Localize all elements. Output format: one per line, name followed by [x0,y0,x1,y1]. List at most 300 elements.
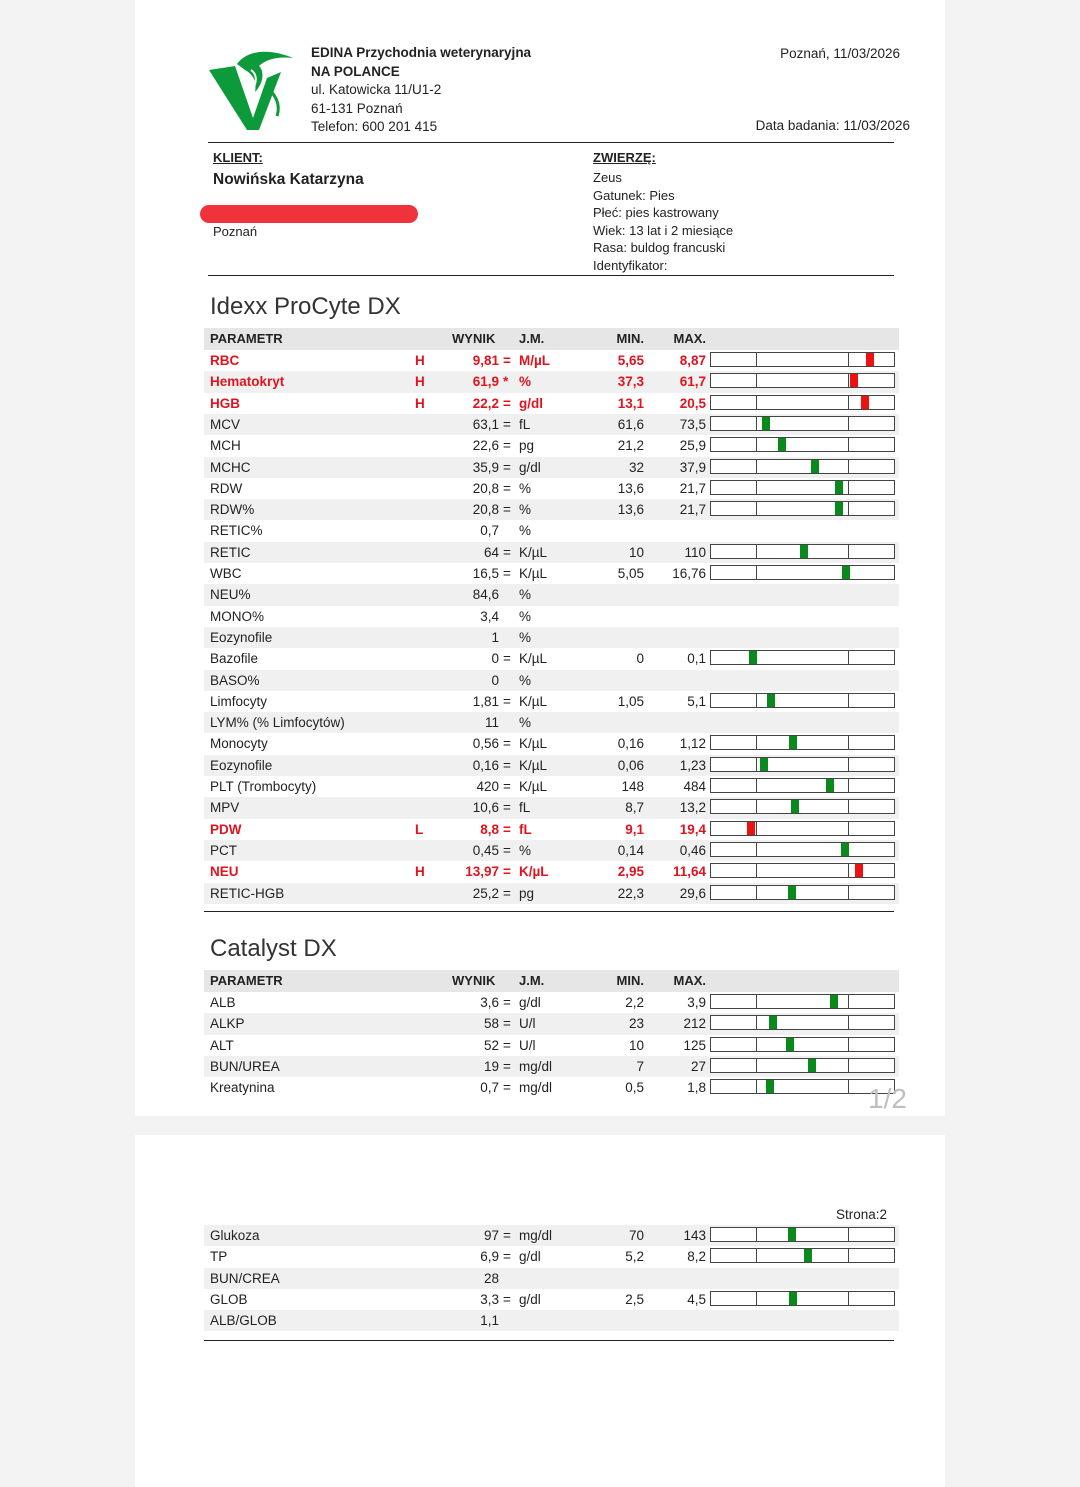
page-number: 1/2 [868,1083,907,1114]
range-max-line [848,396,849,409]
table-row [204,371,899,392]
range-min-line [756,502,757,515]
range-marker [789,1292,797,1305]
unit-cell: K/µL [519,736,548,752]
param-name: ALB [210,995,236,1010]
unit-cell: K/µL [519,779,548,794]
unit-cell: g/dl [519,1249,541,1265]
table-header-procyte [204,328,899,350]
redaction-mark [200,205,418,223]
range-max-line [848,864,849,877]
unit-cell: % [519,480,532,496]
result-value: 3,4 [480,608,499,624]
clinic-phone: Telefon: 600 201 415 [311,119,438,135]
result-value: 0,45 [472,842,499,858]
range-max-line [848,1038,849,1051]
result-value: 16,5 [472,566,499,581]
range-min-line [756,438,757,451]
col-max: MAX. [673,331,706,346]
flag-cell: H [415,374,425,390]
range-min-line [756,460,757,473]
result-value: 1,1 [480,1313,499,1329]
param-name: PDW [210,821,242,837]
range-max-line [848,545,849,558]
range-min-line [756,886,757,899]
result-value: 22,6 [472,438,499,454]
range-bar [710,544,895,559]
range-max-line [848,758,849,771]
result-value: 420 [476,779,499,794]
client-city: Poznań [213,224,258,239]
param-name: Eozynofile [210,757,273,773]
range-marker [850,374,858,387]
max-cell: 61,7 [679,374,706,390]
range-bar [710,373,895,388]
result-marker: = [503,438,511,454]
unit-cell: mg/dl [519,1058,553,1074]
result-marker: = [503,1249,511,1265]
result-marker: = [503,1037,511,1053]
range-min-line [756,822,757,835]
animal-id: Identyfikator: [593,257,668,273]
min-cell: 7 [636,1058,644,1074]
range-min-line [756,1059,757,1072]
param-name: Limfocyty [210,693,268,709]
table-row [204,1013,899,1034]
range-bar [710,1227,895,1242]
max-cell: 0,46 [679,842,706,858]
result-marker: * [503,374,509,390]
range-bar [710,1248,895,1263]
range-bar [710,395,895,410]
min-cell: 0,5 [625,1080,644,1096]
max-cell: 3,9 [687,995,706,1010]
range-max-line [848,1059,849,1072]
unit-cell: g/dl [519,459,541,475]
range-bar [710,459,895,474]
range-marker [767,694,775,707]
unit-cell: pg [519,885,535,901]
range-bar [710,842,895,857]
min-cell: 148 [621,779,644,794]
table-row [204,499,899,520]
result-marker: = [503,416,511,432]
table-row [204,797,899,818]
param-name: ALKP [210,1016,245,1032]
table-row [204,755,899,776]
table-row [204,1056,899,1077]
result-marker: = [503,885,511,901]
result-marker: = [503,757,511,773]
result-value: 64 [483,544,499,560]
max-cell: 143 [683,1228,706,1243]
min-cell: 9,1 [625,821,644,837]
range-marker [788,1228,796,1241]
range-min-line [756,1228,757,1241]
range-max-line [848,736,849,749]
range-min-line [756,374,757,387]
max-cell: 19,4 [679,821,706,837]
min-cell: 1,05 [617,693,644,709]
range-max-line [848,886,849,899]
range-max-line [848,1016,849,1029]
table-row [204,1268,899,1289]
range-bar [710,778,895,793]
range-max-line [848,438,849,451]
table-row [204,861,899,882]
unit-cell: K/µL [519,757,548,773]
min-cell: 2,2 [625,995,644,1010]
animal-age: Wiek: 13 lat i 2 miesiące [593,222,734,238]
param-name: Bazofile [210,651,259,667]
range-min-line [756,481,757,494]
range-max-line [848,1080,849,1093]
range-marker [749,651,757,664]
section-title-catalyst: Catalyst DX [210,935,337,962]
result-marker: = [503,651,511,667]
result-marker: = [503,995,511,1010]
result-marker: = [503,693,511,709]
flag-cell: H [415,864,425,880]
result-marker: = [503,1291,511,1307]
range-max-line [848,460,849,473]
range-marker [830,995,838,1008]
unit-cell: g/dl [519,395,543,411]
range-bar [710,650,895,665]
max-cell: 1,12 [679,736,706,752]
animal-sex: Płeć: pies kastrowany [593,205,719,220]
animal-species: Gatunek: Pies [593,187,675,203]
col-result: WYNIK [452,973,496,988]
min-cell: 8,7 [625,800,644,816]
result-value: 97 [483,1228,499,1243]
clinic-name-line2: NA POLANCE [311,63,400,79]
range-marker [811,460,819,473]
table-row [204,1225,899,1246]
param-name: HGB [210,395,240,411]
range-marker [866,353,874,366]
range-max-line [848,694,849,707]
param-name: WBC [210,566,242,581]
range-marker [786,1038,794,1051]
result-value: 84,6 [472,587,499,603]
range-bar [710,821,895,836]
table-row [204,648,899,669]
range-marker [826,779,834,792]
min-cell: 13,6 [617,502,644,518]
result-marker: = [503,353,511,368]
flag-cell: H [415,395,425,411]
range-marker [762,417,770,430]
max-cell: 25,9 [679,438,706,454]
param-name: MCV [210,416,240,432]
result-value: 35,9 [472,459,499,475]
table-row [204,733,899,754]
max-cell: 29,6 [679,885,706,901]
min-cell: 13,1 [617,395,644,411]
table-row [204,520,899,541]
max-cell: 21,7 [679,502,706,518]
max-cell: 125 [683,1037,706,1053]
min-cell: 37,3 [617,374,644,390]
range-min-line [756,995,757,1008]
range-bar [710,565,895,580]
range-bar [710,757,895,772]
range-max-line [848,481,849,494]
param-name: GLOB [210,1291,248,1307]
patient-divider [208,275,894,276]
table-row [204,1035,899,1056]
max-cell: 11,64 [672,864,706,880]
param-name: RBC [210,353,240,368]
result-value: 1 [491,629,499,645]
table-row [204,1077,899,1098]
unit-cell: M/µL [519,353,551,368]
col-unit: J.M. [519,973,545,988]
procyte-divider [204,911,894,912]
range-max-line [848,502,849,515]
result-value: 61,9 [472,374,499,390]
range-max-line [848,995,849,1008]
range-bar [710,799,895,814]
range-max-line [848,779,849,792]
unit-cell: mg/dl [519,1080,553,1096]
unit-cell: K/µL [519,544,548,560]
unit-cell: g/dl [519,1291,541,1307]
param-name: Monocyty [210,736,268,752]
param-name: PCT [210,842,237,858]
animal-info [593,169,733,274]
param-name: Kreatynina [210,1080,275,1096]
clinic-street: ul. Katowicka 11/U1-2 [311,82,442,98]
param-name: BUN/CREA [210,1270,280,1286]
range-min-line [756,417,757,430]
param-name: NEU% [210,587,251,603]
result-value: 63,1 [472,416,499,432]
range-marker [804,1249,812,1262]
result-value: 0,7 [480,1080,499,1096]
range-min-line [756,843,757,856]
result-marker: = [503,736,511,752]
min-cell: 32 [628,459,644,475]
range-bar [710,863,895,878]
result-marker: = [503,566,511,581]
report-page-2 [135,1135,945,1487]
clinic-info [311,44,531,137]
param-name: ALB/GLOB [210,1313,277,1329]
min-cell: 0,06 [617,757,644,773]
report-page-1 [135,0,945,1116]
range-max-line [848,417,849,430]
table-row [204,1246,899,1267]
param-name: BUN/UREA [210,1058,280,1074]
unit-cell: % [519,374,532,390]
range-marker [835,502,843,515]
min-cell: 5,65 [617,353,644,368]
unit-cell: % [519,587,532,603]
col-min: MIN. [616,973,644,988]
range-min-line [756,1038,757,1051]
result-value: 20,8 [472,502,499,518]
min-cell: 70 [628,1228,644,1243]
table-row [204,627,899,648]
range-marker [778,438,786,451]
result-value: 11 [484,715,499,731]
param-name: Hematokryt [210,374,285,390]
unit-cell: % [519,842,532,858]
max-cell: 37,9 [679,459,706,475]
max-cell: 212 [683,1016,706,1032]
min-cell: 10 [628,1037,644,1053]
range-bar [710,480,895,495]
unit-cell: % [519,608,532,624]
col-result: WYNIK [452,331,496,346]
client-label: KLIENT: [213,150,263,165]
range-min-line [756,694,757,707]
result-value: 6,9 [480,1249,499,1265]
param-name: ALT [210,1037,234,1053]
max-cell: 20,5 [679,395,706,411]
clinic-name: EDINA Przychodnia weterynaryjna [311,45,532,60]
range-max-line [848,1228,849,1241]
max-cell: 13,2 [679,800,706,816]
range-marker [760,758,768,771]
result-marker: = [503,864,511,880]
unit-cell: K/µL [519,566,548,581]
range-bar [710,885,895,900]
range-min-line [756,1292,757,1305]
range-min-line [756,1016,757,1029]
unit-cell: % [519,502,532,518]
table-row [204,393,899,414]
range-min-line [756,353,757,366]
range-min-line [756,800,757,813]
range-marker [842,566,850,579]
client-name: Nowińska Katarzyna [213,171,364,188]
min-cell: 5,2 [625,1249,644,1265]
unit-cell: % [519,715,532,731]
max-cell: 0,1 [687,651,706,667]
col-max: MAX. [673,973,706,988]
col-param: PARAMETR [210,973,283,988]
animal-breed: Rasa: buldog francuski [593,240,726,255]
range-min-line [756,779,757,792]
param-name: NEU [210,864,239,880]
unit-cell: U/l [519,1037,536,1053]
param-name: RDW% [210,502,255,518]
result-marker: = [503,842,511,858]
table-row [204,584,899,605]
table-row [204,606,899,627]
range-bar [710,501,895,516]
range-min-line [756,566,757,579]
max-cell: 8,2 [687,1249,706,1265]
table-row [204,1289,899,1310]
min-cell: 2,95 [617,864,644,880]
min-cell: 0 [636,651,644,667]
header-divider [208,142,894,143]
animal-name: Zeus [593,170,622,185]
range-marker [766,1080,774,1093]
result-marker: = [503,800,511,816]
unit-cell: fL [519,416,531,432]
min-cell: 0,16 [617,736,644,752]
result-marker: = [503,1058,511,1074]
table-row [204,712,899,733]
result-marker: = [503,502,511,518]
table-row [204,457,899,478]
range-min-line [756,396,757,409]
result-marker: = [503,459,511,475]
range-marker [841,843,849,856]
animal-label: ZWIERZĘ: [593,150,656,165]
param-name: MPV [210,800,240,816]
table-row [204,563,899,584]
unit-cell: g/dl [519,995,541,1010]
result-marker: = [503,480,511,496]
result-value: 10,6 [472,800,499,816]
result-value: 25,2 [472,885,499,901]
result-marker: = [503,1080,511,1096]
flag-cell: L [415,821,424,837]
result-marker: = [503,395,511,411]
col-param: PARAMETR [210,331,283,346]
unit-cell: mg/dl [519,1228,553,1243]
result-marker: = [503,821,511,837]
unit-cell: % [519,523,532,539]
param-name: Eozynofile [210,629,273,645]
range-marker [855,864,863,877]
range-bar [710,1291,895,1306]
min-cell: 10 [628,544,644,560]
table-row [204,992,899,1013]
result-value: 0,16 [472,757,499,773]
max-cell: 5,1 [687,693,706,709]
range-min-line [756,864,757,877]
range-bar [710,1058,895,1073]
min-cell: 22,3 [617,885,644,901]
col-unit: J.M. [519,331,545,346]
result-value: 52 [483,1037,499,1053]
clinic-logo-icon [207,48,297,133]
param-name: BASO% [210,672,260,688]
table-row [204,776,899,797]
result-value: 28 [483,1270,499,1286]
result-value: 0 [491,672,499,688]
table-row [204,414,899,435]
result-marker: = [503,779,511,794]
table-row [204,350,899,371]
range-bar [710,437,895,452]
range-max-line [848,353,849,366]
range-max-line [848,1292,849,1305]
clinic-city: 61-131 Poznań [311,100,403,116]
min-cell: 61,6 [617,416,644,432]
range-marker [788,886,796,899]
range-bar [710,994,895,1009]
result-value: 0 [491,651,499,667]
range-max-line [848,374,849,387]
range-max-line [848,822,849,835]
place-date: Poznań, 11/03/2026 [780,46,900,61]
result-marker: = [503,1016,511,1032]
param-name: MONO% [210,608,264,624]
unit-cell: fL [519,800,531,816]
min-cell: 2,5 [625,1291,644,1307]
max-cell: 484 [683,779,706,794]
table-row [204,542,899,563]
range-max-line [848,1249,849,1262]
